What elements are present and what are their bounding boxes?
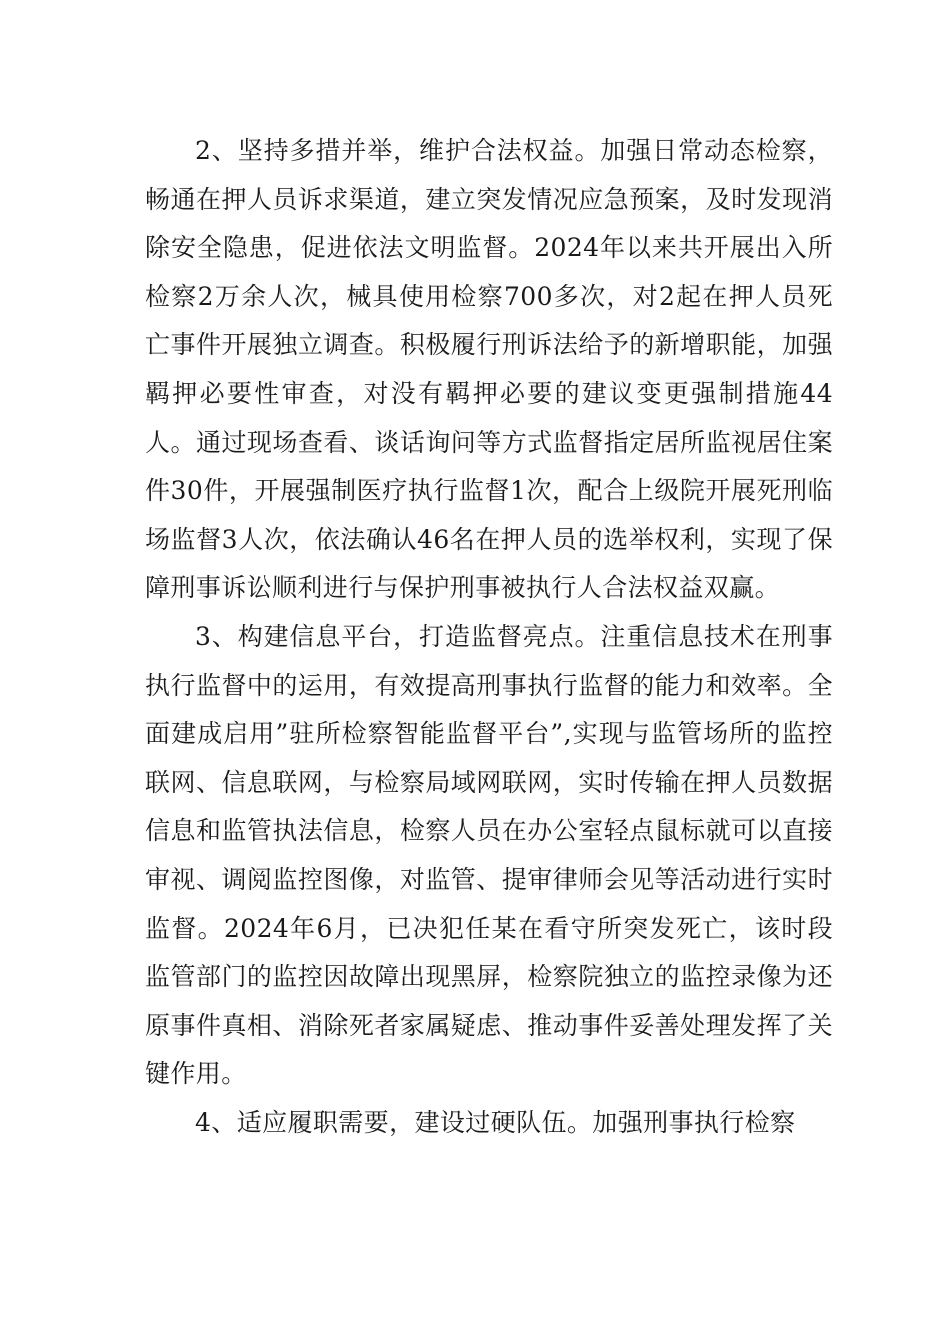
paragraph-item-4-team-building: 4、适应履职需要，建设过硬队伍。加强刑事执行检察 [195, 1107, 796, 1137]
paragraph-item-2-protect-rights: 2、坚持多措并举，维护合法权益。加强日常动态检察，畅通在押人员诉求渠道，建立突发情况应急预案，及时发现消除安全隐患，促进依法文明监督。2024年以来共开展出入所检察2万余人次，械具使用检察700多次，对2起在押人员死亡事件开展独立调查。积极履行刑诉法给予的新增职能，加强羁押必要性审查，对没有羁押必要的建议变更强制措施44人。通过现场查看、谈话询问等方式监督指定居所监视居住案件30件，开展强制医疗执行监督1次，配合上级院开展死刑临场监督3人次，依法确认46名在押人员的选举权利，实现了保障刑事诉讼顺利进行与保护刑事被执行人合法权益双赢。 [145, 136, 833, 603]
paragraph-item-3-information-platform: 3、构建信息平台，打造监督亮点。注重信息技术在刑事执行监督中的运用，有效提高刑事执行监督的能力和效率。全面建成启用”驻所检察智能监督平台”,实现与监管场所的监控联网、信息联网，与检察局域网联网，实时传输在押人员数据信息和监管执法信息，检察人员在办公室轻点鼠标就可以直接审视、调阅监控图像，对监管、提审律师会见等活动进行实时监督。2024年6月，已决犯任某在看守所突发死亡，该时段监管部门的监控因故障出现黑屏，检察院独立的监控录像为还原事件真相、消除死者家属疑虑、推动事件妥善处理发挥了关键作用。 [145, 621, 833, 1089]
document-body [145, 127, 833, 1147]
